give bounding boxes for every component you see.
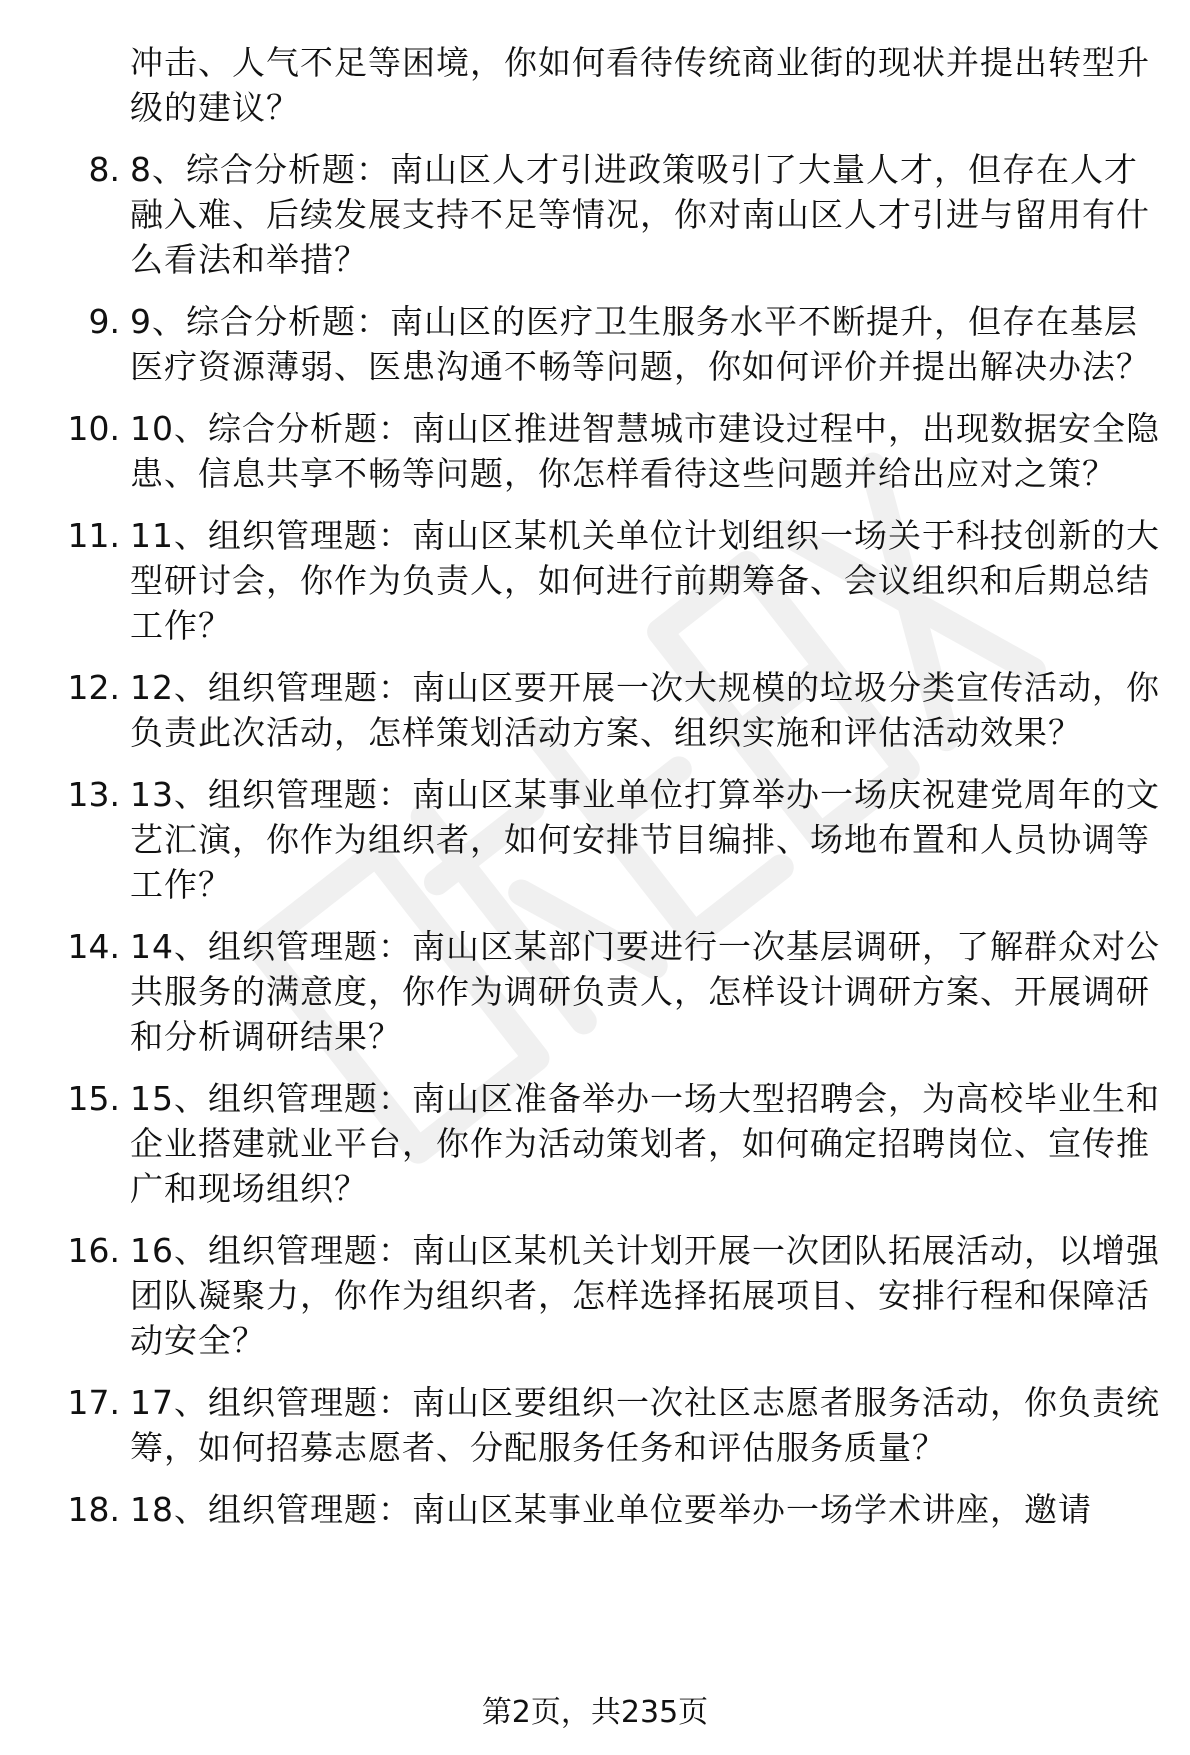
list-item <box>0 1380 1190 1470</box>
item-number: 12. <box>67 668 120 707</box>
list-item <box>0 665 1190 755</box>
list-item <box>0 1076 1190 1211</box>
list-item <box>0 772 1190 907</box>
list-item <box>0 924 1190 1059</box>
item-number: 14. <box>67 927 120 966</box>
item-number: 10. <box>67 409 120 448</box>
question-text: 8、综合分析题：南山区人才引进政策吸引了大量人才，但存在人才融入难、后续发展支持不足等情况，你对南山区人才引进与留用有什么看法和举措？ <box>130 150 1150 279</box>
question-text: 16、组织管理题：南山区某机关计划开展一次团队拓展活动，以增强团队凝聚力，你作为组织者，怎样选择拓展项目、安排行程和保障活动安全？ <box>130 1231 1160 1360</box>
continuation-text: 冲击、人气不足等困境，你如何看待传统商业街的现状并提出转型升级的建议？ <box>130 43 1150 127</box>
question-text: 11、组织管理题：南山区某机关单位计划组织一场关于科技创新的大型研讨会，你作为负责人，如何进行前期筹备、会议组织和后期总结工作？ <box>130 516 1160 645</box>
question-text: 17、组织管理题：南山区要组织一次社区志愿者服务活动，你负责统筹，如何招募志愿者、分配服务任务和评估服务质量？ <box>130 1383 1160 1467</box>
list-item <box>0 513 1190 648</box>
question-text: 10、综合分析题：南山区推进智慧城市建设过程中，出现数据安全隐患、信息共享不畅等问题，你怎样看待这些问题并给出应对之策？ <box>130 409 1160 493</box>
page-number: 第2页，共235页 <box>481 1695 709 1730</box>
item-number: 17. <box>67 1383 120 1422</box>
question-text: 18、组织管理题：南山区某事业单位要举办一场学术讲座，邀请 <box>130 1490 1092 1529</box>
list-item <box>0 299 1190 389</box>
list-item <box>0 406 1190 496</box>
item-number: 11. <box>67 516 120 555</box>
item-number: 15. <box>67 1079 120 1118</box>
question-list <box>0 40 1190 1532</box>
item-number: 9. <box>88 302 120 341</box>
list-item <box>0 147 1190 282</box>
item-number: 18. <box>67 1490 120 1529</box>
item-number: 8. <box>88 150 120 189</box>
question-text: 12、组织管理题：南山区要开展一次大规模的垃圾分类宣传活动，你负责此次活动，怎样策划活动方案、组织实施和评估活动效果？ <box>130 668 1160 752</box>
question-text: 14、组织管理题：南山区某部门要进行一次基层调研，了解群众对公共服务的满意度，你作为调研负责人，怎样设计调研方案、开展调研和分析调研结果？ <box>130 927 1160 1056</box>
list-item <box>0 1487 1190 1532</box>
question-text: 13、组织管理题：南山区某事业单位打算举办一场庆祝建党周年的文艺汇演，你作为组织者，如何安排节目编排、场地布置和人员协调等工作？ <box>130 775 1160 904</box>
item-number: 16. <box>67 1231 120 1270</box>
item-number: 13. <box>67 775 120 814</box>
list-item <box>0 1228 1190 1363</box>
question-text: 9、综合分析题：南山区的医疗卫生服务水平不断提升，但存在基层医疗资源薄弱、医患沟通不畅等问题，你如何评价并提出解决办法？ <box>130 302 1150 386</box>
question-text: 15、组织管理题：南山区准备举办一场大型招聘会，为高校毕业生和企业搭建就业平台，你作为活动策划者，如何确定招聘岗位、宣传推广和现场组织？ <box>130 1079 1160 1208</box>
